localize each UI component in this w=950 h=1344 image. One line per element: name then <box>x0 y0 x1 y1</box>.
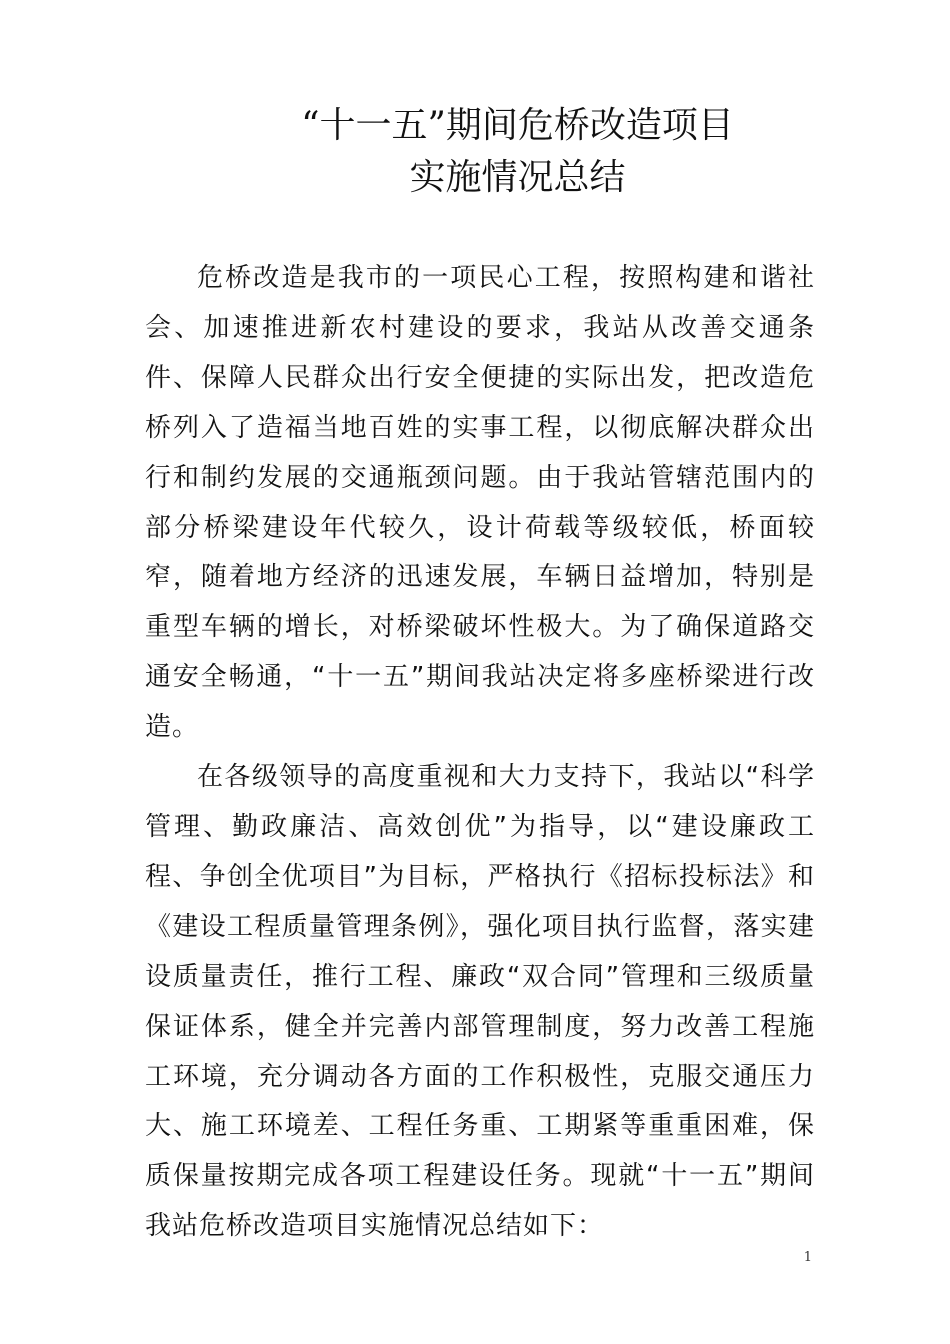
paragraph-management: 在各级领导的高度重视和大力支持下，我站以“科学管理、勤政廉洁、高效创优”为指导，以“建设廉政工程、争创全优项目”为目标，严格执行《招标投标法》和《建设工程质量管理条例》，强化项目执行监督，落实建设质量责任，推行工程、廉政“双合同”管理和三级质量保证体系，健全并完善内部管理制度，努力改善工程施工环境，充分调动各方面的工作积极性，克服交通压力大、施工环境差、工程任务重、工期紧等重重困难，保质保量按期完成各项工程建设任务。现就“十一五”期间我站危桥改造项目实施情况总结如下： <box>145 762 815 1242</box>
title-line-2: 实施情况总结 <box>409 157 626 198</box>
title-line-1: “十一五”期间危桥改造项目 <box>301 105 734 146</box>
paragraph-intro: 危桥改造是我市的一项民心工程，按照构建和谐社会、加速推进新农村建设的要求，我站从改善交通条件、保障人民群众出行安全便捷的实际出发，把改造危桥列入了造福当地百姓的实事工程，以彻底解决群众出行和制约发展的交通瓶颈问题。由于我站管辖范围内的部分桥梁建设年代较久，设计荷载等级较低，桥面较窄，随着地方经济的迅速发展，车辆日益增加，特别是重型车辆的增长，对桥梁破坏性极大。为了确保道路交通安全畅通，“十一五”期间我站决定将多座桥梁进行改造。 <box>145 263 815 743</box>
page-number: 1 <box>803 1250 812 1265</box>
document-title <box>0 100 950 204</box>
document-body <box>145 254 815 1252</box>
